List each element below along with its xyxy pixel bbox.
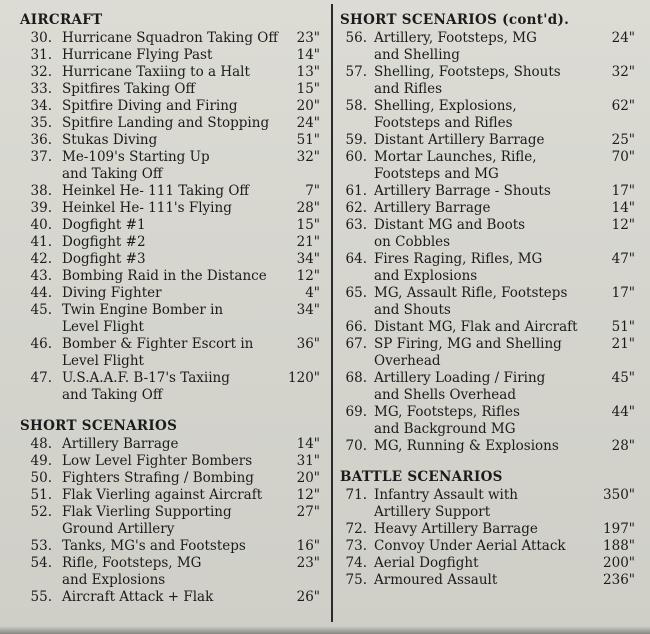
track-title: and Taking Off (62, 166, 163, 182)
track-duration: 32" (296, 149, 320, 165)
track-duration: 17" (611, 183, 635, 199)
track-title: Fighters Strafing / Bombing (62, 470, 254, 486)
track-entry (20, 453, 330, 470)
track-number: 58. (345, 98, 367, 114)
track-duration: 236" (603, 572, 635, 588)
bottom-shadow (0, 626, 650, 634)
track-entry (20, 538, 330, 555)
track-duration: 14" (296, 436, 320, 452)
track-title: Rifle, Footsteps, MG (62, 555, 202, 571)
track-entry (20, 234, 330, 251)
track-title: Artillery Support (374, 504, 491, 520)
track-number: 50. (30, 470, 52, 486)
track-duration: 31" (296, 453, 320, 469)
track-entry (20, 81, 330, 98)
track-entry (340, 217, 645, 251)
track-duration: 14" (296, 47, 320, 63)
track-title: U.S.A.A.F. B-17's Taxiing (62, 370, 230, 386)
track-entry (340, 438, 645, 455)
track-duration: 120" (288, 370, 320, 386)
track-number: 64. (345, 251, 367, 267)
track-number: 73. (345, 538, 367, 554)
track-title: SP Firing, MG and Shelling (374, 336, 562, 352)
track-title: Mortar Launches, Rifle, (374, 149, 537, 165)
track-entry (340, 64, 645, 98)
track-title: Me-109's Starting Up (62, 149, 210, 165)
track-title: Dogfight #1 (62, 217, 146, 233)
track-duration: 350" (603, 487, 635, 503)
track-title: Distant Artillery Barrage (374, 132, 545, 148)
track-entry (340, 572, 645, 589)
track-title: Artillery Barrage (374, 200, 491, 216)
track-number: 57. (345, 64, 367, 80)
track-duration: 15" (296, 217, 320, 233)
track-number: 39. (30, 200, 52, 216)
track-entry (20, 217, 330, 234)
track-duration: 200" (603, 555, 635, 571)
track-title: Artillery Loading / Firing (374, 370, 546, 386)
track-title: Heavy Artillery Barrage (374, 521, 538, 537)
track-duration: 7" (305, 183, 320, 199)
track-entry (340, 538, 645, 555)
track-entry (340, 98, 645, 132)
track-entry (340, 183, 645, 200)
track-title: MG, Footsteps, Rifles (374, 404, 520, 420)
track-number: 44. (30, 285, 52, 301)
track-title: Aircraft Attack + Flak (62, 589, 214, 605)
left-column (20, 10, 330, 606)
track-title: Hurricane Flying Past (62, 47, 213, 63)
track-entry (20, 251, 330, 268)
track-title: MG, Assault Rifle, Footsteps (374, 285, 568, 301)
track-number: 36. (30, 132, 52, 148)
track-number: 35. (30, 115, 52, 131)
track-title: Ground Artillery (62, 521, 175, 537)
track-title: Dogfight #2 (62, 234, 146, 250)
track-title: and Shells Overhead (374, 387, 516, 403)
track-entry (20, 200, 330, 217)
track-entry (340, 319, 645, 336)
track-duration: 12" (296, 487, 320, 503)
track-duration: 34" (296, 251, 320, 267)
track-entry (340, 251, 645, 285)
track-title: Fires Raging, Rifles, MG (374, 251, 543, 267)
track-title: Artillery, Footsteps, MG (374, 30, 537, 46)
track-entry (20, 589, 330, 606)
track-duration: 24" (296, 115, 320, 131)
track-entry (340, 30, 645, 64)
track-entry (340, 149, 645, 183)
track-title: and Background MG (374, 421, 516, 437)
track-title: Hurricane Squadron Taking Off (62, 30, 278, 46)
track-entry (20, 183, 330, 200)
track-entry (20, 268, 330, 285)
track-number: 41. (30, 234, 52, 250)
track-number: 45. (30, 302, 52, 318)
track-title: Artillery Barrage (62, 436, 179, 452)
track-title: Heinkel He- 111's Flying (62, 200, 232, 216)
track-number: 32. (30, 64, 52, 80)
track-duration: 23" (296, 555, 320, 571)
track-number: 69. (345, 404, 367, 420)
track-number: 47. (30, 370, 52, 386)
track-number: 56. (345, 30, 367, 46)
track-number: 65. (345, 285, 367, 301)
track-title: and Explosions (374, 268, 478, 284)
track-title: Bomber & Fighter Escort in (62, 336, 254, 352)
track-title: Convoy Under Aerial Attack (374, 538, 566, 554)
track-title: Twin Engine Bomber in (62, 302, 224, 318)
section-heading: BATTLE SCENARIOS (340, 469, 503, 485)
track-title: Armoured Assault (374, 572, 498, 588)
track-number: 75. (345, 572, 367, 588)
track-number: 66. (345, 319, 367, 335)
track-number: 46. (30, 336, 52, 352)
track-number: 40. (30, 217, 52, 233)
track-duration: 70" (611, 149, 635, 165)
track-title: Level Flight (62, 353, 144, 369)
track-entry (340, 132, 645, 149)
track-duration: 26" (296, 589, 320, 605)
track-duration: 14" (611, 200, 635, 216)
track-number: 72. (345, 521, 367, 537)
track-duration: 23" (296, 30, 320, 46)
track-title: Spitfires Taking Off (62, 81, 196, 97)
track-title: Bombing Raid in the Distance (62, 268, 267, 284)
track-number: 33. (30, 81, 52, 97)
section-heading: SHORT SCENARIOS (cont'd). (340, 12, 570, 28)
track-duration: 4" (305, 285, 320, 301)
track-title: and Shelling (374, 47, 460, 63)
track-entry (340, 521, 645, 538)
track-number: 53. (30, 538, 52, 554)
track-entry (20, 98, 330, 115)
track-duration: 12" (611, 217, 635, 233)
track-duration: 17" (611, 285, 635, 301)
track-title: and Explosions (62, 572, 166, 588)
track-entry (20, 64, 330, 81)
track-title: Dogfight #3 (62, 251, 146, 267)
track-entry (340, 555, 645, 572)
track-duration: 15" (296, 81, 320, 97)
track-title: Footsteps and MG (374, 166, 499, 182)
track-title: Tanks, MG's and Footsteps (62, 538, 246, 554)
track-duration: 28" (296, 200, 320, 216)
track-duration: 20" (296, 470, 320, 486)
track-title: on Cobbles (374, 234, 451, 250)
track-duration: 188" (603, 538, 635, 554)
track-number: 30. (30, 30, 52, 46)
track-entry (20, 302, 330, 336)
track-entry (340, 404, 645, 438)
track-title: Heinkel He- 111 Taking Off (62, 183, 250, 199)
track-number: 60. (345, 149, 367, 165)
track-entry (20, 436, 330, 453)
track-duration: 34" (296, 302, 320, 318)
track-entry (340, 370, 645, 404)
section-heading: AIRCRAFT (20, 12, 103, 28)
track-entry (20, 370, 330, 404)
track-number: 71. (345, 487, 367, 503)
track-duration: 32" (611, 64, 635, 80)
track-duration: 47" (611, 251, 635, 267)
track-title: Footsteps and Rifles (374, 115, 513, 131)
track-title: Diving Fighter (62, 285, 162, 301)
track-duration: 51" (296, 132, 320, 148)
track-duration: 20" (296, 98, 320, 114)
track-number: 68. (345, 370, 367, 386)
track-number: 34. (30, 98, 52, 114)
track-entry (340, 336, 645, 370)
track-title: MG, Running & Explosions (374, 438, 559, 454)
track-duration: 62" (611, 98, 635, 114)
track-number: 63. (345, 217, 367, 233)
track-title: Level Flight (62, 319, 144, 335)
track-duration: 13" (296, 64, 320, 80)
track-number: 54. (30, 555, 52, 571)
track-number: 37. (30, 149, 52, 165)
track-entry (20, 132, 330, 149)
track-title: and Shouts (374, 302, 451, 318)
track-title: and Rifles (374, 81, 443, 97)
track-entry (20, 149, 330, 183)
track-entry (340, 200, 645, 217)
section-heading: SHORT SCENARIOS (20, 418, 178, 434)
track-number: 51. (30, 487, 52, 503)
track-number: 42. (30, 251, 52, 267)
track-entry (20, 555, 330, 589)
track-duration: 21" (611, 336, 635, 352)
track-entry (20, 336, 330, 370)
track-entry (340, 487, 645, 521)
track-duration: 45" (611, 370, 635, 386)
track-title: Shelling, Explosions, (374, 98, 517, 114)
track-duration: 12" (296, 268, 320, 284)
track-duration: 25" (611, 132, 635, 148)
track-title: Distant MG and Boots (374, 217, 526, 233)
track-title: Low Level Fighter Bombers (62, 453, 253, 469)
track-title: and Taking Off (62, 387, 163, 403)
track-number: 70. (345, 438, 367, 454)
track-entry (20, 47, 330, 64)
track-number: 74. (345, 555, 367, 571)
track-title: Flak Vierling against Aircraft (62, 487, 263, 503)
track-entry (20, 285, 330, 302)
track-entry (20, 470, 330, 487)
track-number: 49. (30, 453, 52, 469)
track-duration: 21" (296, 234, 320, 250)
track-entry (20, 115, 330, 132)
track-title: Spitfire Landing and Stopping (62, 115, 270, 131)
track-duration: 51" (611, 319, 635, 335)
track-title: Stukas Diving (62, 132, 158, 148)
track-entry (20, 504, 330, 538)
track-title: Flak Vierling Supporting (62, 504, 232, 520)
track-number: 31. (30, 47, 52, 63)
track-title: Artillery Barrage - Shouts (374, 183, 551, 199)
track-title: Overhead (374, 353, 441, 369)
track-number: 62. (345, 200, 367, 216)
track-duration: 16" (296, 538, 320, 554)
right-column (340, 10, 645, 589)
track-number: 59. (345, 132, 367, 148)
track-title: Infantry Assault with (374, 487, 518, 503)
track-number: 55. (30, 589, 52, 605)
track-entry (340, 285, 645, 319)
track-duration: 24" (611, 30, 635, 46)
track-entry (20, 487, 330, 504)
column-divider (331, 4, 333, 622)
track-title: Shelling, Footsteps, Shouts (374, 64, 561, 80)
track-number: 43. (30, 268, 52, 284)
track-number: 67. (345, 336, 367, 352)
track-title: Aerial Dogfight (374, 555, 479, 571)
track-title: Spitfire Diving and Firing (62, 98, 238, 114)
track-duration: 197" (603, 521, 635, 537)
track-number: 52. (30, 504, 52, 520)
track-entry (20, 30, 330, 47)
track-number: 61. (345, 183, 367, 199)
track-number: 48. (30, 436, 52, 452)
track-duration: 44" (611, 404, 635, 420)
track-duration: 27" (296, 504, 320, 520)
track-duration: 28" (611, 438, 635, 454)
track-title: Hurricane Taxiing to a Halt (62, 64, 250, 80)
track-number: 38. (30, 183, 52, 199)
track-duration: 36" (296, 336, 320, 352)
track-title: Distant MG, Flak and Aircraft (374, 319, 578, 335)
